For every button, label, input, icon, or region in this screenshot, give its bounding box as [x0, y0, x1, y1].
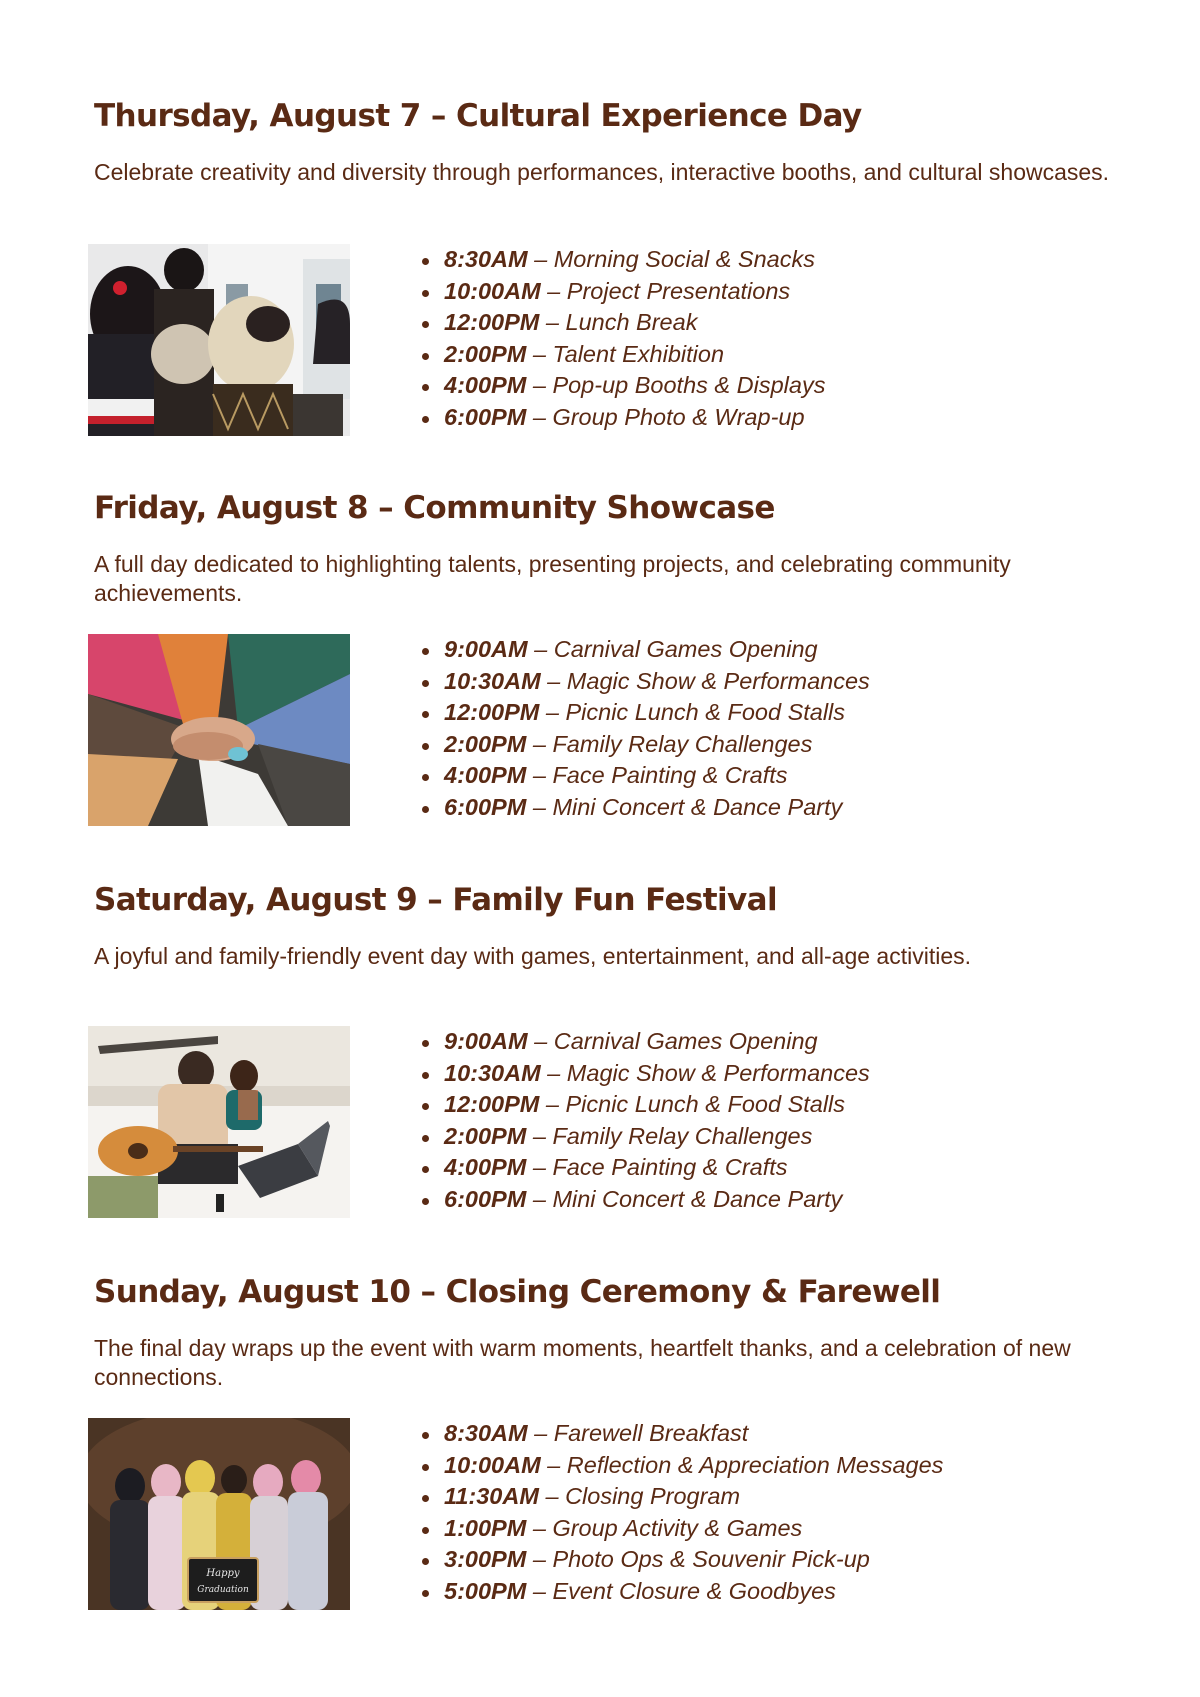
event-photo-graduation-group — [88, 1418, 350, 1610]
schedule-activity: Morning Social & Snacks — [553, 246, 815, 272]
schedule-item — [418, 697, 870, 729]
separator: – — [539, 699, 566, 726]
schedule-time: 3:00PM — [444, 1546, 527, 1573]
schedule-activity: Talent Exhibition — [552, 340, 725, 367]
schedule-item — [418, 1481, 943, 1513]
schedule-item — [418, 1418, 943, 1450]
separator: – — [527, 1420, 554, 1446]
schedule-item — [418, 1026, 870, 1058]
schedule-item — [418, 729, 870, 761]
schedule-time: 12:00PM — [444, 1091, 540, 1118]
schedule-item — [418, 1121, 870, 1153]
schedule-activity: Mini Concert & Dance Party — [552, 793, 843, 820]
separator: – — [526, 1122, 553, 1149]
schedule-time: 10:30AM — [444, 1059, 541, 1086]
schedule-item — [418, 370, 825, 402]
event-photo-hands — [88, 634, 350, 826]
schedule-activity: Carnival Games Opening — [553, 636, 818, 662]
schedule-item — [418, 1184, 870, 1216]
separator: – — [540, 667, 567, 694]
day-description: A joyful and family-friendly event day with games, entertainment, and all-age activities. — [94, 943, 971, 969]
day-description: The final day wraps up the event with warm moments, heartfelt thanks, and a celebration of new connections. — [94, 1335, 1071, 1390]
schedule-time: 9:00AM — [444, 636, 528, 662]
schedule-time: 10:00AM — [444, 1451, 541, 1478]
schedule-time: 12:00PM — [444, 309, 540, 336]
schedule-activity: Reflection & Appreciation Messages — [566, 1451, 944, 1478]
separator: – — [539, 309, 566, 336]
schedule-activity: Carnival Games Opening — [553, 1028, 818, 1054]
event-photo-guitar — [88, 1026, 350, 1218]
separator: – — [526, 1185, 553, 1212]
schedule-activity: Family Relay Challenges — [552, 1122, 813, 1149]
separator: – — [526, 730, 553, 757]
schedule-item — [418, 666, 870, 698]
svg-text:Happy: Happy — [206, 1568, 240, 1579]
schedule-time: 1:00PM — [444, 1514, 527, 1541]
schedule-time: 6:00PM — [444, 403, 527, 430]
schedule-item — [418, 634, 870, 666]
schedule-item — [418, 1450, 943, 1482]
schedule-time: 12:00PM — [444, 699, 540, 726]
separator: – — [527, 636, 554, 662]
schedule-item — [418, 792, 870, 824]
schedule-item — [418, 276, 825, 308]
separator: – — [538, 1483, 566, 1510]
schedule-item — [418, 1576, 943, 1608]
schedule-activity: Farewell Breakfast — [553, 1420, 749, 1446]
separator: – — [526, 372, 553, 399]
schedule-time: 4:00PM — [444, 762, 527, 789]
schedule-activity: Photo Ops & Souvenir Pick-up — [552, 1546, 870, 1573]
schedule-time: 11:30AM — [444, 1483, 539, 1510]
schedule-time: 8:30AM — [444, 246, 528, 272]
day-title: Sunday, August 10 – Closing Ceremony & Farewell — [94, 1274, 941, 1310]
schedule-item — [418, 1152, 870, 1184]
schedule-time: 4:00PM — [444, 1154, 527, 1181]
schedule-activity: Lunch Break — [565, 309, 698, 336]
schedule-activity: Picnic Lunch & Food Stalls — [565, 1091, 846, 1118]
schedule-time: 2:00PM — [444, 340, 527, 367]
schedule-activity: Project Presentations — [566, 277, 791, 304]
schedule-time: 9:00AM — [444, 1028, 528, 1054]
separator: – — [526, 1154, 553, 1181]
day-title: Saturday, August 9 – Family Fun Festival — [94, 882, 777, 918]
schedule-list — [418, 244, 825, 434]
schedule-activity: Group Activity & Games — [552, 1514, 803, 1541]
schedule-time: 6:00PM — [444, 793, 527, 820]
separator: – — [526, 1514, 553, 1541]
schedule-item — [418, 1058, 870, 1090]
svg-text:Graduation: Graduation — [197, 1585, 249, 1595]
schedule-item — [418, 1089, 870, 1121]
schedule-activity: Face Painting & Crafts — [552, 1154, 788, 1181]
schedule-activity: Family Relay Challenges — [552, 730, 813, 757]
separator: – — [526, 793, 553, 820]
schedule-time: 8:30AM — [444, 1420, 528, 1446]
schedule-item — [418, 307, 825, 339]
separator: – — [526, 403, 553, 430]
schedule-item — [418, 1513, 943, 1545]
separator: – — [540, 1059, 567, 1086]
separator: – — [526, 762, 553, 789]
schedule-time: 2:00PM — [444, 1122, 527, 1149]
schedule-activity: Face Painting & Crafts — [552, 762, 788, 789]
schedule-activity: Mini Concert & Dance Party — [552, 1185, 843, 1212]
day-description: A full day dedicated to highlighting talents, presenting projects, and celebrating community achievements. — [94, 551, 1011, 606]
separator: – — [540, 1451, 567, 1478]
schedule-item — [418, 760, 870, 792]
schedule-item — [418, 1544, 943, 1576]
schedule-time: 2:00PM — [444, 730, 527, 757]
schedule-activity: Pop-up Booths & Displays — [552, 372, 826, 399]
schedule-list — [418, 1418, 943, 1608]
day-title: Friday, August 8 – Community Showcase — [94, 490, 775, 526]
separator: – — [539, 1091, 566, 1118]
separator: – — [526, 340, 553, 367]
separator: – — [540, 277, 567, 304]
schedule-list — [418, 1026, 870, 1216]
schedule-activity: Magic Show & Performances — [566, 1059, 870, 1086]
schedule-time: 10:00AM — [444, 277, 541, 304]
separator: – — [526, 1546, 553, 1573]
schedule-item — [418, 244, 825, 276]
day-description: Celebrate creativity and diversity through performances, interactive booths, and cultural showcases. — [94, 159, 1110, 185]
schedule-activity: Magic Show & Performances — [566, 667, 870, 694]
day-title: Thursday, August 7 – Cultural Experience Day — [94, 98, 862, 134]
schedule-activity: Closing Program — [565, 1483, 741, 1510]
separator: – — [527, 1028, 554, 1054]
schedule-activity: Picnic Lunch & Food Stalls — [565, 699, 846, 726]
schedule-item — [418, 402, 825, 434]
schedule-activity: Event Closure & Goodbyes — [552, 1577, 836, 1604]
schedule-list — [418, 634, 870, 824]
schedule-time: 5:00PM — [444, 1577, 527, 1604]
schedule-time: 10:30AM — [444, 667, 541, 694]
separator: – — [527, 246, 554, 272]
schedule-activity: Group Photo & Wrap-up — [552, 403, 805, 430]
schedule-time: 4:00PM — [444, 372, 527, 399]
event-photo-drummers — [88, 244, 350, 436]
schedule-time: 6:00PM — [444, 1185, 527, 1212]
schedule-item — [418, 339, 825, 371]
separator: – — [526, 1577, 553, 1604]
